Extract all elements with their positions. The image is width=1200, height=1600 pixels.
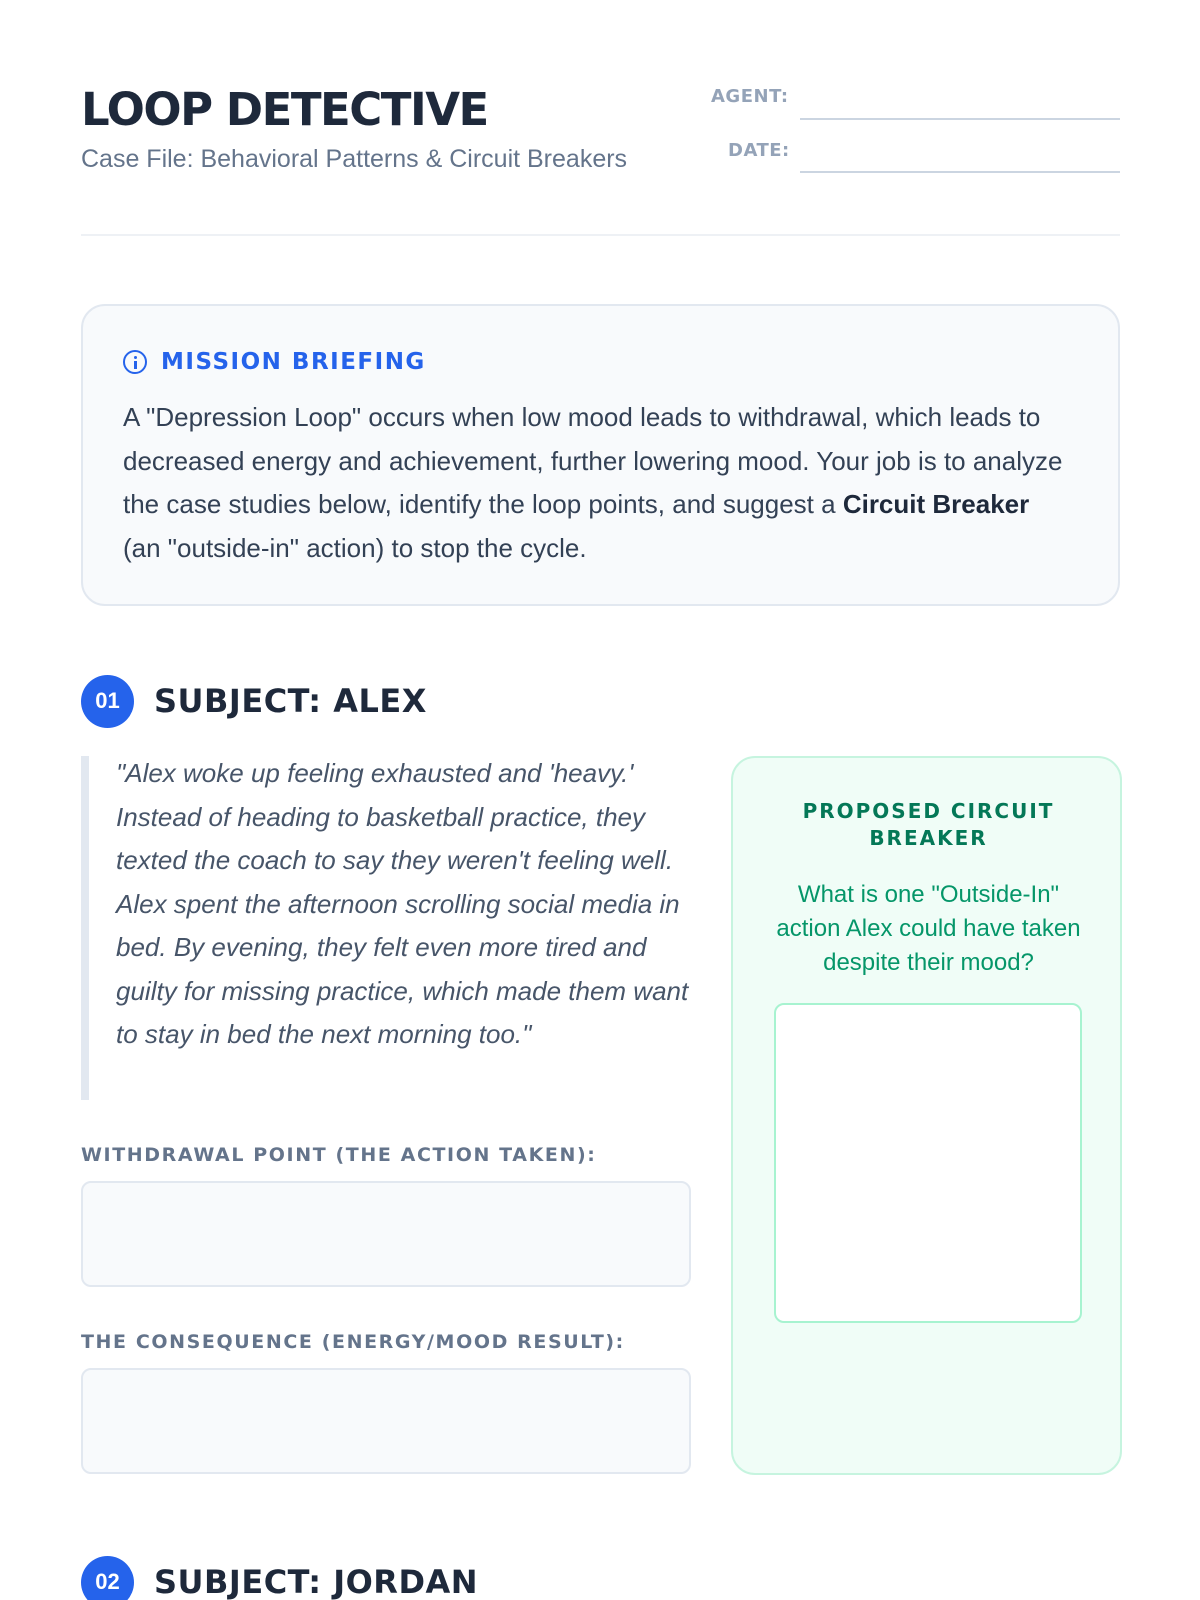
subject-title: SUBJECT: JORDAN: [154, 1563, 479, 1600]
subject-1-heading: [81, 674, 427, 728]
briefing-heading: [123, 348, 426, 376]
page-header: [81, 84, 1120, 236]
page-title: LOOP DETECTIVE: [81, 83, 488, 136]
circuit-breaker-title: PROPOSED CIRCUIT BREAKER: [802, 799, 1055, 850]
agent-row: [711, 84, 1120, 114]
withdrawal-point-label: WITHDRAWAL POINT (THE ACTION TAKEN):: [81, 1144, 597, 1166]
info-icon: [123, 350, 147, 374]
subject-number-badge: 02: [81, 1556, 134, 1600]
subject-2-heading: [81, 1555, 478, 1600]
case-quote-text: "Alex woke up feeling exhausted and 'heavy.' Instead of heading to basketball practice, they texted the coach to say they weren't feeling well. Alex spent the afternoon scrolling social media in bed. By evening, they felt even more tired and guilty for missing practice, which made them want to stay in bed the next morning too.": [116, 758, 689, 1049]
briefing-emphasis: Circuit Breaker: [842, 489, 1030, 519]
withdrawal-point-input[interactable]: [81, 1181, 691, 1287]
briefing-title: MISSION BRIEFING: [161, 349, 426, 375]
agent-field[interactable]: [800, 118, 1120, 120]
date-row: [728, 138, 1120, 168]
date-field[interactable]: [800, 171, 1120, 173]
subject-title: SUBJECT: ALEX: [154, 682, 427, 720]
mission-briefing-card: [81, 304, 1120, 606]
briefing-text: A "Depression Loop" occurs when low mood leads to withdrawal, which leads to decreased energy and achievement, further lowering mood. Your job is to analyze the case studies below, identify the loop points, and suggest a Circuit Breaker (an "outside-in" action) to stop the cycle.: [123, 402, 1063, 563]
circuit-breaker-panel: [731, 756, 1122, 1475]
subject-number-badge: 01: [81, 675, 134, 728]
circuit-breaker-question: What is one "Outside-In" action Alex could have taken despite their mood?: [776, 881, 1081, 976]
page-subtitle: Case File: Behavioral Patterns & Circuit Breakers: [81, 145, 628, 173]
circuit-breaker-answer-box[interactable]: [774, 1003, 1082, 1323]
consequence-input[interactable]: [81, 1368, 691, 1474]
consequence-label: THE CONSEQUENCE (ENERGY/MOOD RESULT):: [81, 1331, 625, 1353]
case-quote: [81, 756, 691, 1100]
agent-label: AGENT:: [711, 86, 789, 107]
date-label: DATE:: [728, 140, 790, 161]
